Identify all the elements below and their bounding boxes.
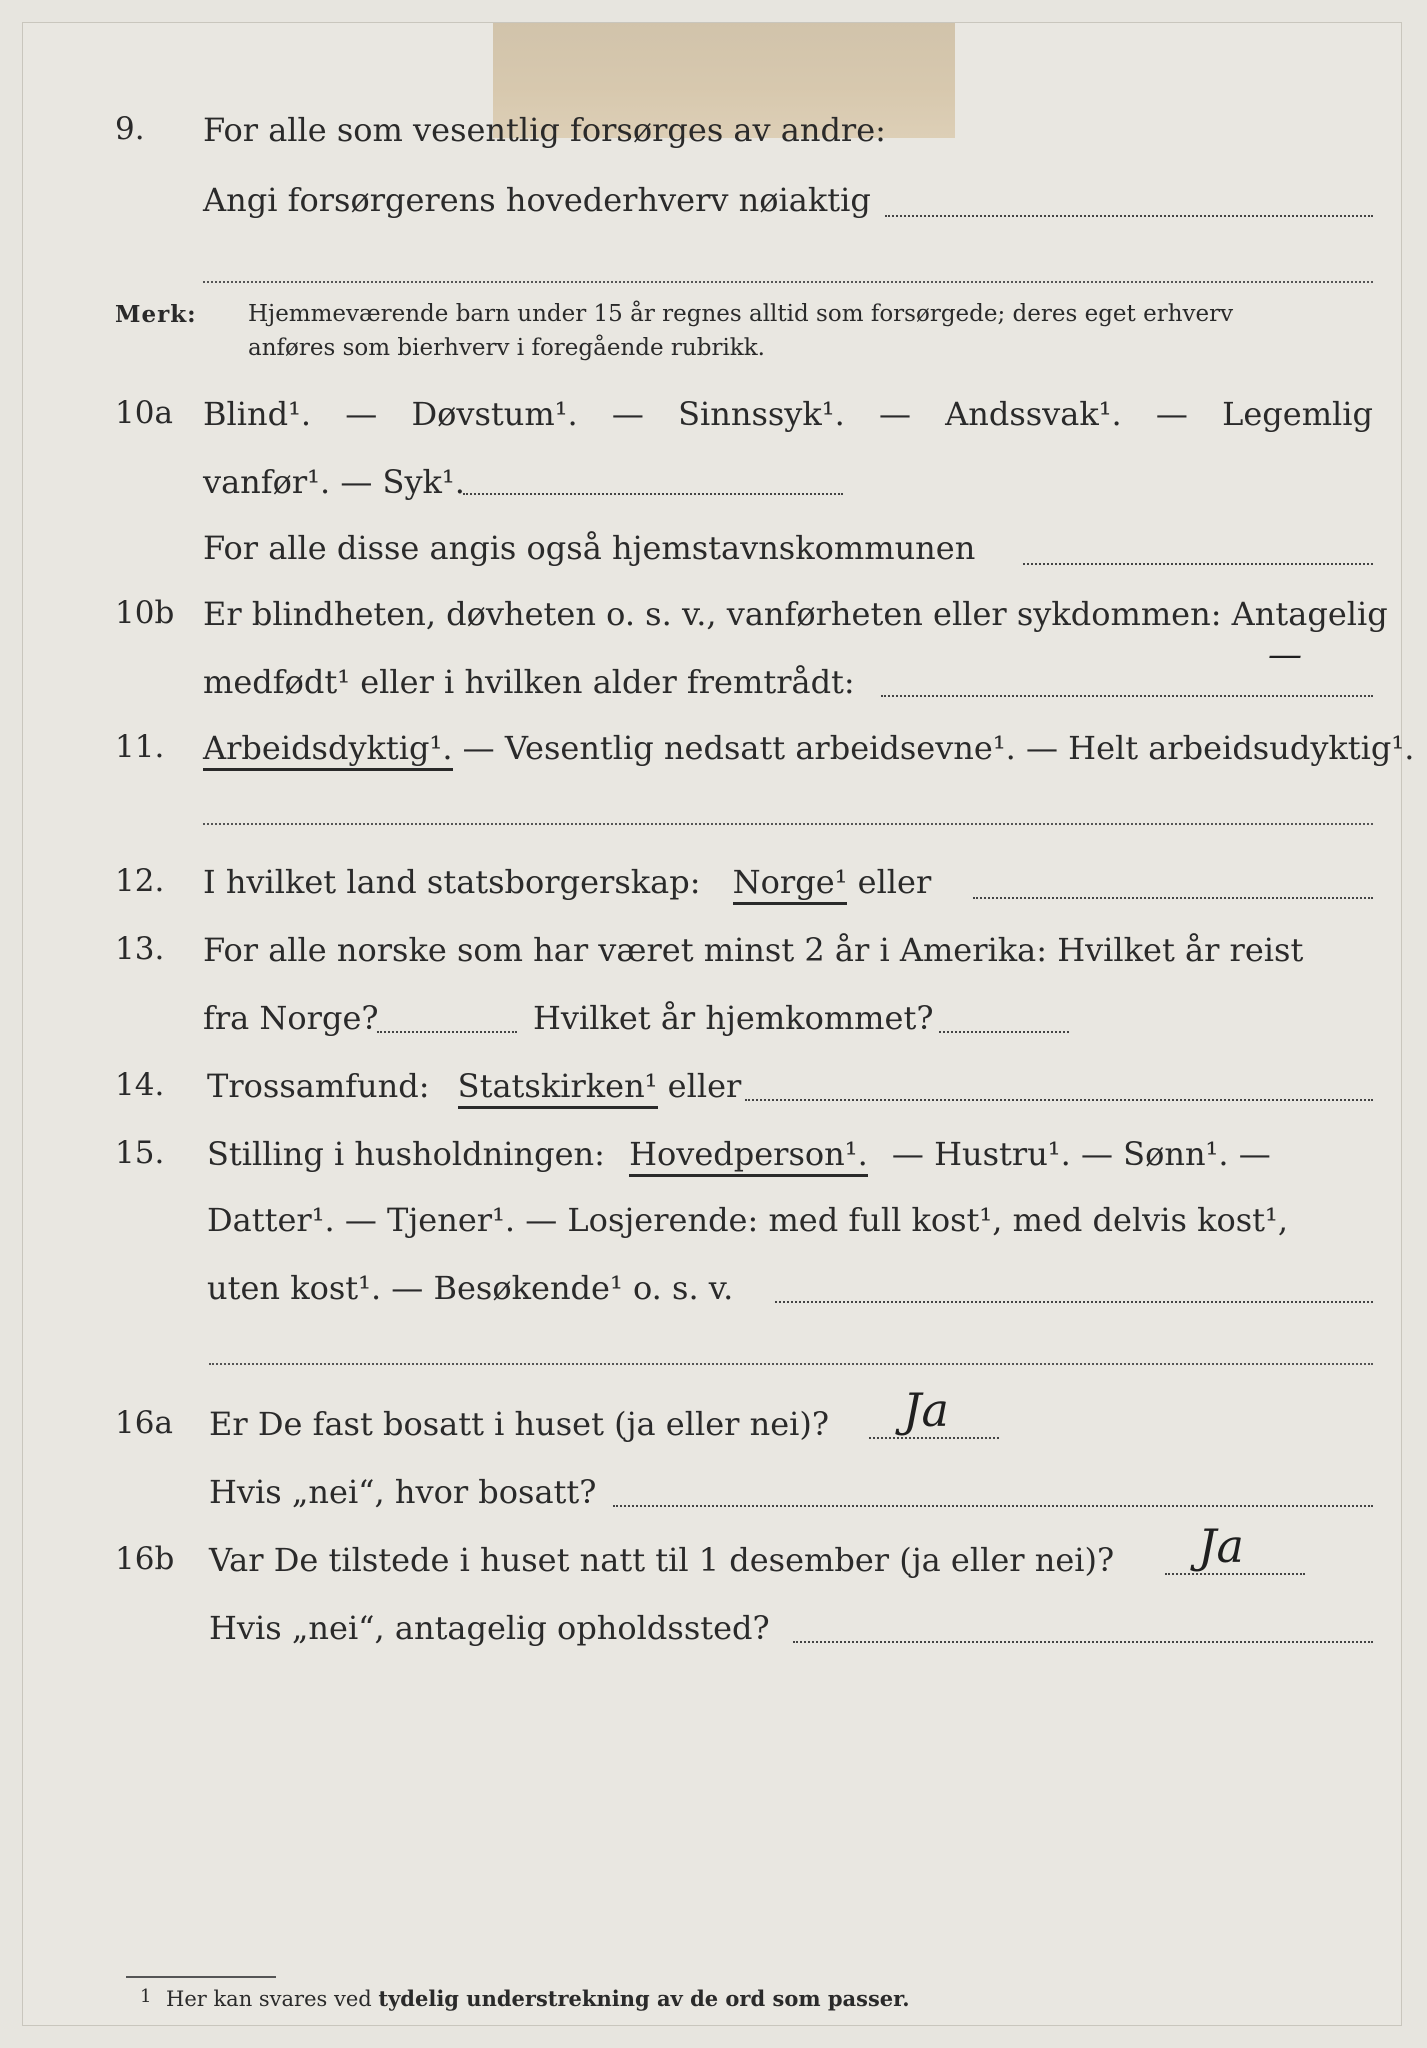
q15-prefix: Stilling i husholdningen: <box>207 1135 605 1173</box>
footnote-mark: 1 <box>140 1986 152 2007</box>
q12-line <box>203 863 931 901</box>
note-line1: Hjemmeværende barn under 15 år regnes alltid som forsørgede; deres eget erhverv <box>248 301 1234 327</box>
q11-other-options: — Vesentlig nedsatt arbeidsevne¹. — Helt arbeidsudyktig¹. <box>452 729 1415 767</box>
q15-selected-option: Hovedperson¹. <box>629 1135 868 1177</box>
q16a-line2: Hvis „nei“, hvor bosatt? <box>209 1473 597 1511</box>
q10a-opt-blind: Blind¹. <box>203 395 312 433</box>
q12-number: 12. <box>115 863 165 899</box>
q15-line1 <box>207 1135 1271 1173</box>
q10a-hjemstavn-line[interactable] <box>1023 563 1373 565</box>
note-label: Merk: <box>115 301 197 328</box>
q10a-number: 10a <box>115 395 173 431</box>
q13-reist-line[interactable] <box>377 1031 517 1033</box>
q10a-opt-dovstum: Døvstum¹. <box>411 395 578 433</box>
q10a-dash: — <box>878 395 911 433</box>
q9-line1: For alle som vesentlig forsørges av andre: <box>203 111 886 149</box>
q10a-dash: — <box>345 395 378 433</box>
q13-line2b: Hvilket år hjemkommet? <box>533 999 934 1037</box>
q13-line1: For alle norske som har været minst 2 år i Amerika: Hvilket år reist <box>203 931 1304 969</box>
q10b-line2: medfødt¹ eller i hvilken alder fremtrådt: <box>203 663 855 701</box>
q10a-opt-andssvak: Andssvak¹. <box>945 395 1122 433</box>
q10a-line1 <box>203 395 1373 433</box>
q10a-opt-legemlig: Legemlig <box>1222 395 1373 433</box>
q10a-dash: — <box>1155 395 1188 433</box>
q9-line2: Angi forsørgerens hovederhverv nøiaktig <box>203 181 871 219</box>
q16b-line2: Hvis „nei“, antagelig opholdssted? <box>209 1609 770 1647</box>
q14-line <box>207 1067 741 1105</box>
q11-number: 11. <box>115 729 165 765</box>
q12-answer-line[interactable] <box>973 897 1373 899</box>
q16a-handwritten-answer: Ja <box>903 1383 949 1437</box>
q9-extra-line[interactable] <box>203 281 1373 283</box>
q16b-opholdssted-line[interactable] <box>793 1641 1373 1643</box>
note-line2: anføres som bierhverv i foregående rubrikk. <box>248 335 765 361</box>
q10b-line1: Er blindheten, døvheten o. s. v., vanførheten eller sykdommen: Antagelig <box>203 595 1388 633</box>
q10a-opt-sinnssyk: Sinnssyk¹. <box>678 395 845 433</box>
q11-selected-option: Arbeidsdyktig¹. <box>203 729 453 771</box>
q12-prefix: I hvilket land statsborgerskap: <box>203 863 701 901</box>
q16a-number: 16a <box>115 1405 173 1441</box>
q16a-answer-line[interactable] <box>869 1437 999 1439</box>
q10a-line3: For alle disse angis også hjemstavnskommunen <box>203 529 976 567</box>
q9-number: 9. <box>115 111 145 147</box>
q13-number: 13. <box>115 931 165 967</box>
q16a-bosatt-line[interactable] <box>613 1505 1373 1507</box>
q9-answer-line[interactable] <box>885 215 1373 217</box>
q11-line <box>203 729 1414 767</box>
q10b-number: 10b <box>115 595 175 631</box>
footnote-text-plain: Her kan svares ved <box>166 1987 372 2011</box>
q15-line2: Datter¹. — Tjener¹. — Losjerende: med full kost¹, med delvis kost¹, <box>207 1201 1289 1239</box>
q12-selected-option: Norge¹ <box>733 863 848 905</box>
q15-answer-line[interactable] <box>775 1301 1373 1303</box>
footnote-rule <box>126 1976 276 1978</box>
q14-suffix: eller <box>667 1067 742 1105</box>
q10a-answer-line[interactable] <box>463 493 843 495</box>
form-sheet <box>22 22 1415 2026</box>
q16a-line1: Er De fast bosatt i huset (ja eller nei)? <box>209 1405 830 1443</box>
q10a-dash: — <box>611 395 644 433</box>
q14-selected-option: Statskirken¹ <box>458 1067 658 1109</box>
q15-line3: uten kost¹. — Besøkende¹ o. s. v. <box>207 1269 734 1307</box>
q16b-handwritten-answer: Ja <box>1198 1519 1244 1573</box>
q10a-line2: vanfør¹. — Syk¹. <box>203 463 465 501</box>
q14-answer-line[interactable] <box>745 1099 1373 1101</box>
q14-prefix: Trossamfund: <box>207 1067 430 1105</box>
footnote <box>166 1986 910 2011</box>
q14-number: 14. <box>115 1067 165 1103</box>
q16b-number: 16b <box>115 1541 175 1577</box>
footnote-text-bold: tydelig understrekning av de ord som passer. <box>378 1986 910 2011</box>
q11-extra-line[interactable] <box>203 823 1373 825</box>
q13-line2a: fra Norge? <box>203 999 379 1037</box>
q15-extra-line[interactable] <box>209 1363 1373 1365</box>
q10b-handwritten-answer: — <box>1268 635 1302 675</box>
q16b-line1: Var De tilstede i huset natt til 1 desember (ja eller nei)? <box>209 1541 1115 1579</box>
q15-number: 15. <box>115 1135 165 1171</box>
q12-suffix: eller <box>857 863 932 901</box>
q13-hjemkommet-line[interactable] <box>939 1031 1069 1033</box>
q15-other-options: — Hustru¹. — Sønn¹. — <box>891 1135 1271 1173</box>
q10b-answer-line[interactable] <box>881 695 1373 697</box>
q16b-answer-line[interactable] <box>1165 1573 1305 1575</box>
